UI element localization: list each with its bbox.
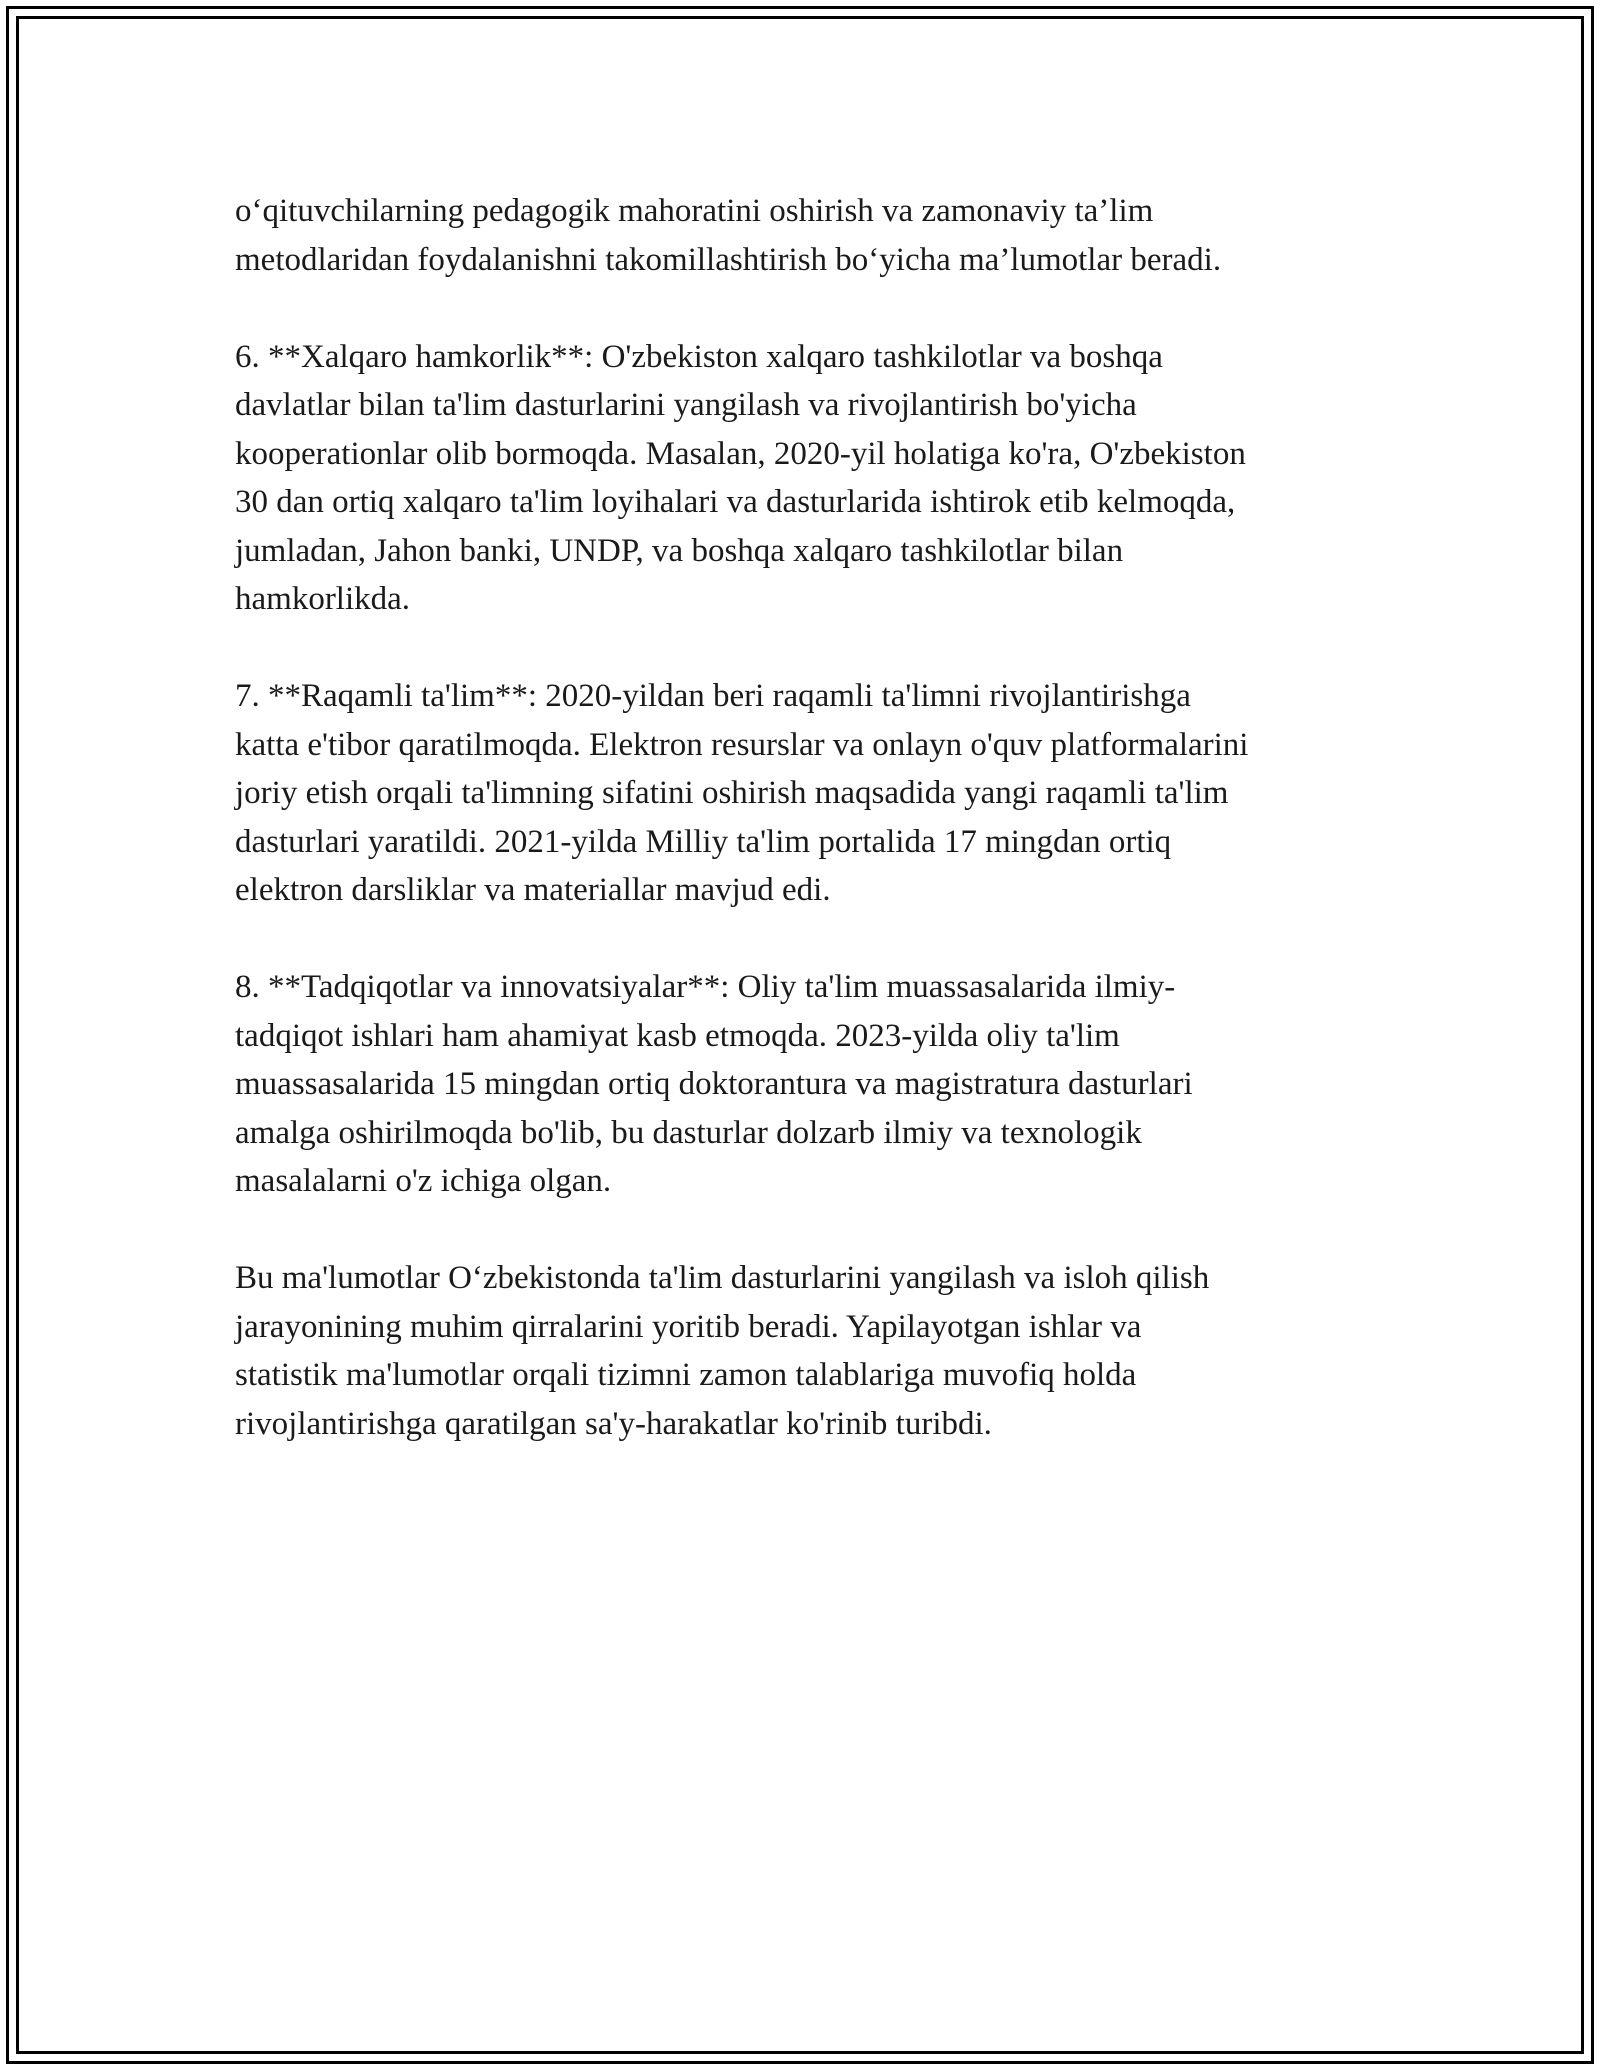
paragraph-research-innovation: 8. **Tadqiqotlar va innovatsiyalar**: Oliy ta'lim muassasalarida ilmiy- tadqiqot ishlari ham ahamiyat kasb etmoqda. 2023-yilda oliy ta'lim muassasalarida 15 mingdan ortiq doktorantura va magistratura dasturlari amalga oshirilmoqda bo'lib, bu dasturlar dolzarb ilmiy va texnologik masalalarni o'z ichiga olgan. bbox=[235, 969, 1193, 1199]
paragraph-digital-education: 7. **Raqamli ta'lim**: 2020-yildan beri raqamli ta'limni rivojlantirishga katta e'tibor qaratilmoqda. Elektron resurslar va onlayn o'quv platformalarini joriy etish orqali ta'limning sifatini oshirish maqsadida yangi raqamli ta'lim dasturlari yaratildi. 2021-yilda Milliy ta'lim portalida 17 mingdan ortiq elektron darsliklar va materiallar mavjud edi. bbox=[235, 678, 1249, 908]
paragraph-international-cooperation: 6. **Xalqaro hamkorlik**: O'zbekiston xalqaro tashkilotlar va boshqa davlatlar bilan ta'lim dasturlarini yangilash va rivojlantirish bo'yicha kooperationlar olib bormoqda. Masalan, 2020-yil holatiga ko'ra, O'zbekiston 30 dan ortiq xalqaro ta'lim loyihalari va dasturlarida ishtirok etib kelmoqda, jumladan, Jahon banki, UNDP, va boshqa xalqaro tashkilotlar bilan hamkorlikda. bbox=[235, 338, 1246, 617]
paragraph-conclusion: Bu ma'lumotlar O‘zbekistonda ta'lim dasturlarini yangilash va isloh qilish jarayonining muhim qirralarini yoritib beradi. Yapilayotgan ishlar va statistik ma'lumotlar orqali tizimni zamon talablariga muvofiq holda rivojlantirishga qaratilgan sa'y-harakatlar ko'rinib turibdi. bbox=[235, 1260, 1210, 1442]
document-body bbox=[235, 187, 1395, 1497]
paragraph-intro-continuation: o‘qituvchilarning pedagogik mahoratini oshirish va zamonaviy ta’lim metodlaridan foydalanishni takomillashtirish bo‘yicha ma’lumotlar beradi. bbox=[235, 193, 1222, 278]
